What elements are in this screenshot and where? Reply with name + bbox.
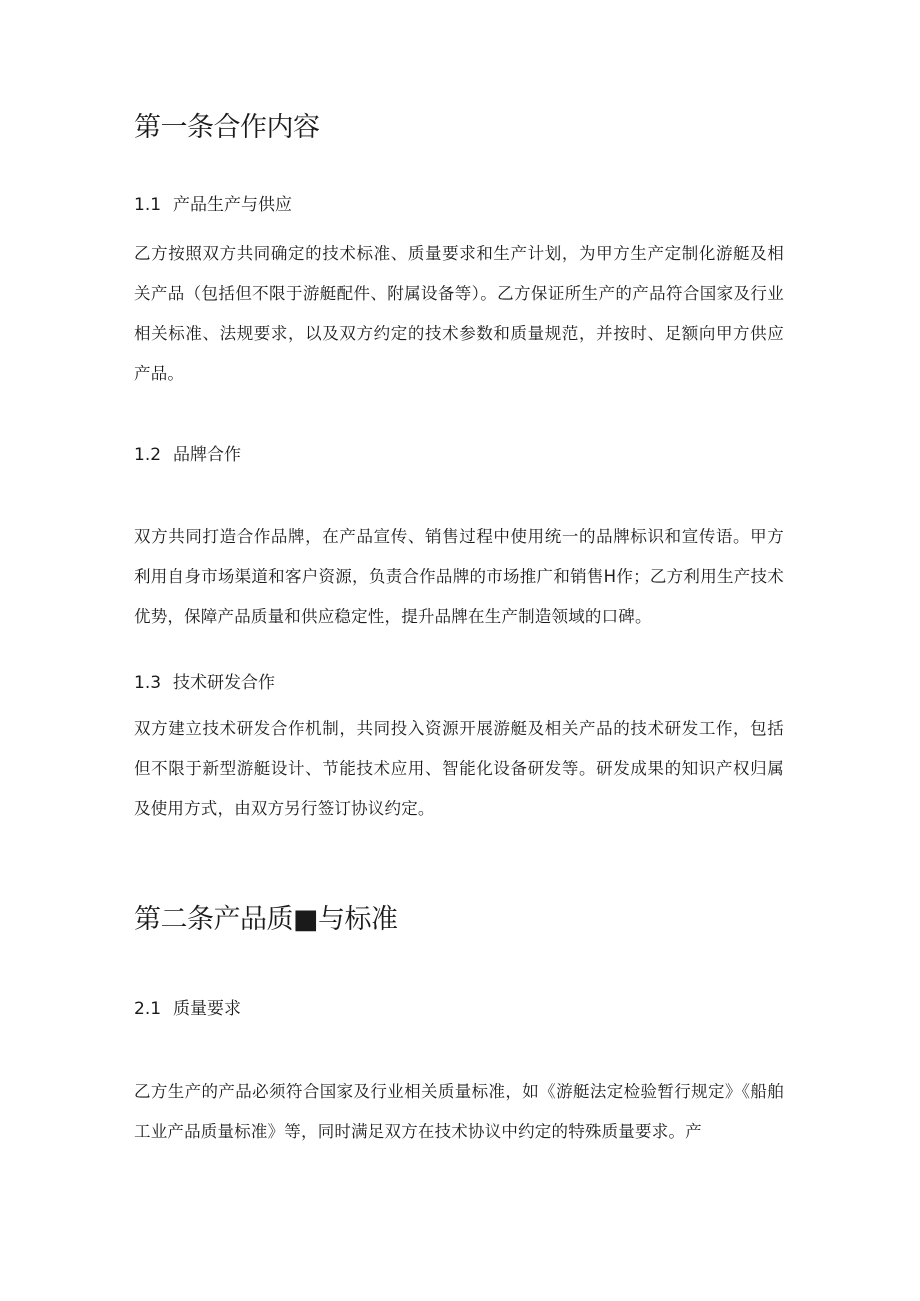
section-number: 1.3 [134,673,162,693]
section-number: 1.1 [134,195,162,215]
section-title: 产品生产与供应 [173,195,293,215]
section-2-1-paragraph: 乙方生产的产品必须符合国家及行业相关质量标准，如《游艇法定检验暂行规定》《船舶工业产品质量标准》等，同时满足双方在技术协议中约定的特殊质量要求。产 [134,1082,784,1141]
section-title: 质量要求 [173,999,242,1019]
section-1-3-heading [134,671,784,695]
section-1-2-paragraph: 双方共同打造合作品牌，在产品宣传、销售过程中使用统一的品牌标识和宣传语。甲方利用自身市场渠道和客户资源，负责合作品牌的市场推广和销售H作；乙方利用生产技术优势，保障产品质量和供应稳定性，提升品牌在生产制造领域的口碑。 [134,527,784,626]
section-1-3-paragraph: 双方建立技术研发合作机制，共同投入资源开展游艇及相关产品的技术研发工作，包括但不限于新型游艇设计、节能技术应用、智能化设备研发等。研发成果的知识产权归属及使用方式，由双方另行签订协议约定。 [134,719,784,818]
article-2-title: 第二条产品质■与标准 [134,904,398,935]
article-1-title: 第一条合作内容 [134,112,320,143]
section-1-1-paragraph: 乙方按照双方共同确定的技术标准、质量要求和生产计划，为甲方生产定制化游艇及相关产品（包括但不限于游艇配件、附属设备等）。乙方保证所生产的产品符合国家及行业相关标准、法规要求，以及双方约定的技术参数和质量规范，并按时、足额向甲方供应产品。 [134,244,784,383]
section-title: 品牌合作 [173,445,242,465]
section-title: 技术研发合作 [173,673,276,693]
section-1-1-heading [134,193,784,217]
section-number: 1.2 [134,445,162,465]
section-number: 2.1 [134,999,162,1019]
section-1-2-heading [134,443,784,467]
section-2-1-heading [134,997,784,1021]
